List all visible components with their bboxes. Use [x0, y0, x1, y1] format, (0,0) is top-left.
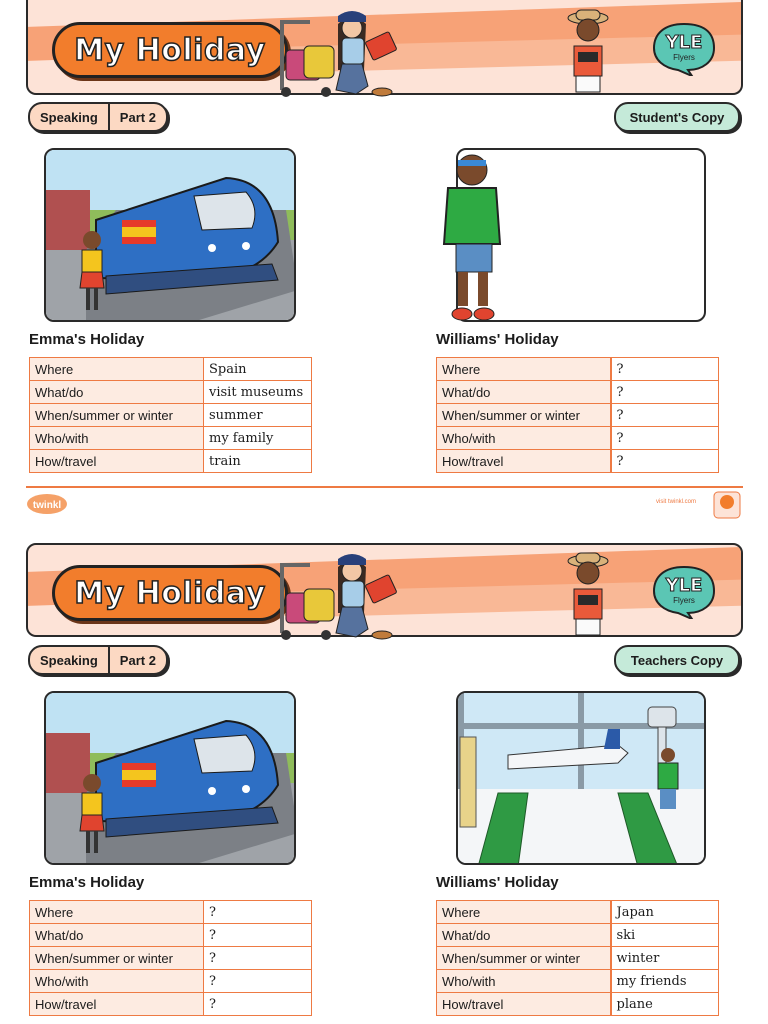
table-row [30, 970, 312, 993]
train-picture-frame [44, 691, 296, 865]
row-key: Where [30, 358, 204, 381]
title-pill [52, 565, 288, 621]
train-picture-frame [44, 148, 296, 322]
table-row [30, 947, 312, 970]
train-illustration [46, 150, 296, 322]
table-row [30, 381, 312, 404]
table-row [437, 427, 719, 450]
row-key: Where [437, 358, 611, 381]
page-title: My Holiday [74, 32, 266, 68]
row-value: ? [611, 358, 719, 381]
emma-holiday-heading: Emma's Holiday [29, 331, 145, 348]
table-row [437, 924, 719, 947]
row-key: What/do [437, 381, 611, 404]
row-value: ? [204, 970, 312, 993]
yle-bubble-icon [652, 565, 716, 619]
table-row [437, 901, 719, 924]
row-key: How/travel [30, 450, 204, 473]
row-value: ? [204, 901, 312, 924]
row-key: Where [30, 901, 204, 924]
yle-label: YLE [665, 575, 703, 596]
row-key: Who/with [30, 427, 204, 450]
table-row [30, 450, 312, 473]
row-value: ? [611, 427, 719, 450]
student-sheet [0, 0, 768, 511]
girl-with-suitcase-illustration [276, 549, 410, 643]
row-key: Who/with [437, 427, 611, 450]
emma-holiday-heading: Emma's Holiday [29, 874, 145, 891]
row-value: summer [204, 404, 312, 427]
row-key: How/travel [30, 993, 204, 1016]
speaking-part-pill [28, 645, 168, 675]
title-pill [52, 22, 288, 78]
row-value: ? [204, 993, 312, 1016]
table-row [437, 358, 719, 381]
row-value: my family [204, 427, 312, 450]
visit-link[interactable]: visit twinkl.com [656, 499, 697, 505]
footer-divider [26, 486, 743, 488]
row-key: How/travel [437, 993, 611, 1016]
speaking-label: Speaking [40, 652, 98, 668]
girl-with-suitcase-illustration [276, 6, 410, 100]
row-key: How/travel [437, 450, 611, 473]
row-value: ? [611, 404, 719, 427]
row-value: winter [611, 947, 719, 970]
teacher-sheet [0, 543, 768, 1024]
speaking-part-pill [28, 102, 168, 132]
table-row [437, 970, 719, 993]
william-holiday-heading: Williams' Holiday [436, 874, 559, 891]
row-value: ? [611, 450, 719, 473]
row-key: Who/with [437, 970, 611, 993]
emma-holiday-table [29, 357, 312, 473]
quality-badge-icon [712, 490, 742, 520]
row-key: When/summer or winter [437, 947, 611, 970]
yle-level: Flyers [673, 596, 695, 605]
table-row [30, 427, 312, 450]
row-value: train [204, 450, 312, 473]
row-key: When/summer or winter [30, 404, 204, 427]
row-key: When/summer or winter [30, 947, 204, 970]
row-key: When/summer or winter [437, 404, 611, 427]
yle-bubble-icon [652, 22, 716, 76]
explorer-girl-illustration [562, 549, 614, 637]
airport-picture-frame [456, 691, 706, 865]
row-key: What/do [437, 924, 611, 947]
table-row [30, 924, 312, 947]
page-title: My Holiday [74, 575, 266, 611]
table-row [30, 901, 312, 924]
row-value: plane [611, 993, 719, 1016]
part-label: Part 2 [108, 647, 166, 673]
table-row [30, 404, 312, 427]
row-value: my friends [611, 970, 719, 993]
row-value: ? [204, 947, 312, 970]
table-row [437, 993, 719, 1016]
airport-illustration [458, 693, 706, 865]
table-row [437, 381, 719, 404]
table-row [437, 450, 719, 473]
row-value: ski [611, 924, 719, 947]
row-value: visit museums [204, 381, 312, 404]
table-row [437, 947, 719, 970]
part-label: Part 2 [108, 104, 166, 130]
row-key: Who/with [30, 970, 204, 993]
row-value: Japan [611, 901, 719, 924]
row-value: ? [611, 381, 719, 404]
train-illustration [46, 693, 296, 865]
table-row [30, 358, 312, 381]
emma-holiday-table [29, 900, 312, 1016]
speaking-label: Speaking [40, 109, 98, 125]
yle-label: YLE [665, 32, 703, 53]
row-key: Where [437, 901, 611, 924]
table-row [30, 993, 312, 1016]
twinkl-logo-text: twinkl [32, 500, 62, 511]
boy-illustration [440, 150, 506, 330]
table-row [437, 404, 719, 427]
william-holiday-table [436, 357, 719, 473]
row-key: What/do [30, 924, 204, 947]
copy-label: Student's Copy [614, 102, 740, 132]
explorer-girl-illustration [562, 6, 614, 94]
copy-label: Teachers Copy [614, 645, 740, 675]
row-value: ? [204, 924, 312, 947]
row-value: Spain [204, 358, 312, 381]
william-holiday-heading: Williams' Holiday [436, 331, 559, 348]
yle-level: Flyers [673, 53, 695, 62]
row-key: What/do [30, 381, 204, 404]
william-holiday-table [436, 900, 719, 1016]
twinkl-logo-icon [26, 492, 68, 516]
